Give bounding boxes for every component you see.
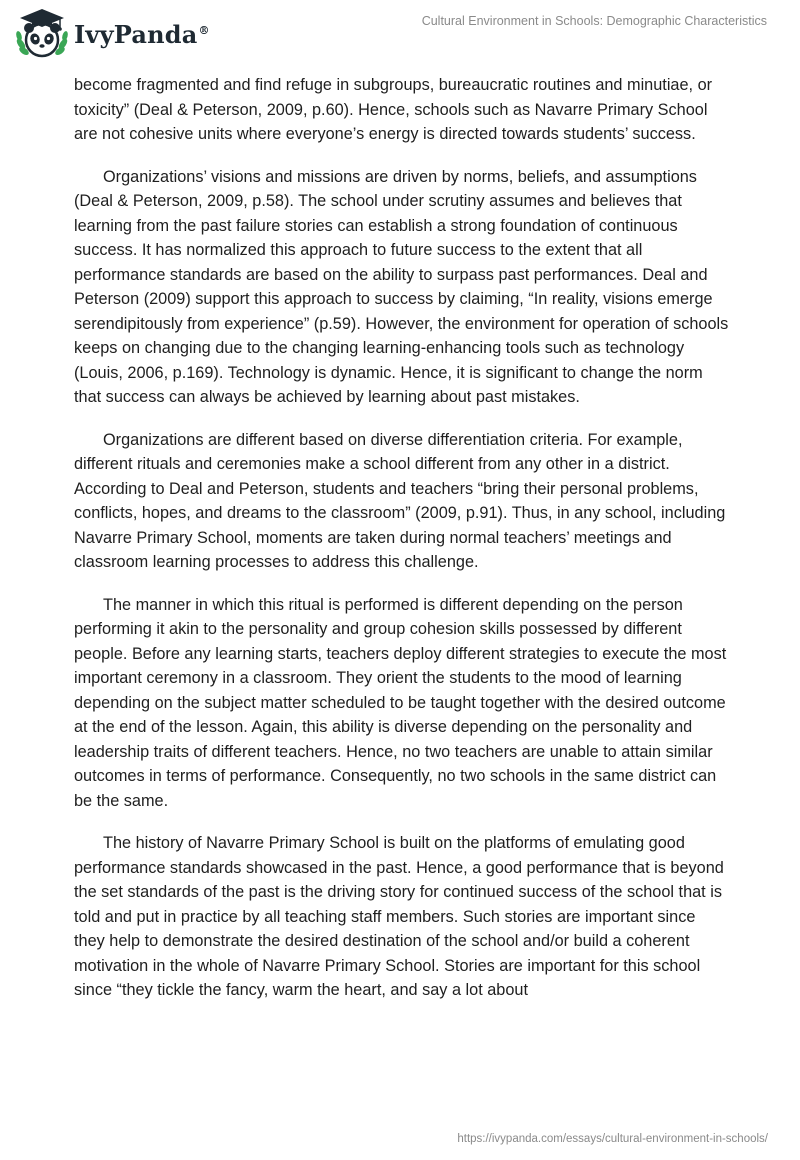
page-header	[0, 0, 800, 70]
paragraph: Organizations are different based on diverse differentiation criteria. For example, different rituals and ceremonies make a school different from any other in a district. According to Deal and Peterson, students and teachers “bring their personal problems, conflicts, hopes, and dreams to the classroom” (2009, p.91). Thus, in any school, including Navarre Primary School, moments are taken during normal teachers’ meetings and classroom learning processes to address this challenge.	[74, 430, 726, 571]
paragraph: become fragmented and find refuge in subgroups, bureaucratic routines and minutiae, or toxicity” (Deal & Peterson, 2009, p.60). Hence, schools such as Navarre Primary School are not cohesive units where everyone’s energy is directed towards students’ success.	[74, 76, 713, 143]
paragraph: Organizations’ visions and missions are driven by norms, beliefs, and assumptions (Deal & Peterson, 2009, p.58). The school under scrutiny assumes and believes that learning from the past failure stories can establish a strong foundation of continuous success. It has normalized this approach to future success to the extent that all performance standards are based on the ability to surpass past performances. Deal and Peterson (2009) support this approach to success by claiming, “In reality, visions emerge serendipitously from experience” (p.59). However, the environment for operation of schools keeps on changing due to the changing learning-enhancing tools such as technology (Louis, 2006, p.169). Technology is dynamic. Hence, it is significant to change the norm that success can always be achieved by learning about past mistakes.	[74, 167, 729, 406]
paragraph: The manner in which this ritual is performed is different depending on the person performing it akin to the personality and group cohesion skills possessed by different people. Before any learning starts, teachers deploy different strategies to execute the most important ceremony in a classroom. They orient the students to the mood of learning depending on the subject matter scheduled to be taught together with the desired outcome at the end of the lesson. Again, this ability is diverse depending on the personality and leadership traits of different teachers. Hence, no two teachers are unable to attain similar outcomes in terms of performance. Consequently, no two schools in the same district can be the same.	[74, 595, 727, 810]
brand-name: IvyPanda®	[74, 19, 210, 49]
ivypanda-logo[interactable]	[14, 6, 210, 62]
document-title: Cultural Environment in Schools: Demographic Characteristics	[421, 14, 767, 28]
registered-mark: ®	[198, 23, 210, 37]
paragraph: The history of Navarre Primary School is built on the platforms of emulating good performance standards showcased in the past. Hence, a good performance that is beyond the set standards of the past is the driving story for continued success of the school that is told and put in practice by all teaching staff members. Such stories are important since they help to demonstrate the desired destination of the school and/or build a coherent motivation in the whole of Navarre Primary School. Stories are important for this school since “they tickle the fancy, warm the heart, and say a lot about	[74, 834, 724, 999]
essay-body	[74, 73, 730, 1021]
panda-graduate-icon	[14, 6, 70, 62]
source-url-link[interactable]: https://ivypanda.com/essays/cultural-environment-in-schools/	[457, 1133, 768, 1145]
